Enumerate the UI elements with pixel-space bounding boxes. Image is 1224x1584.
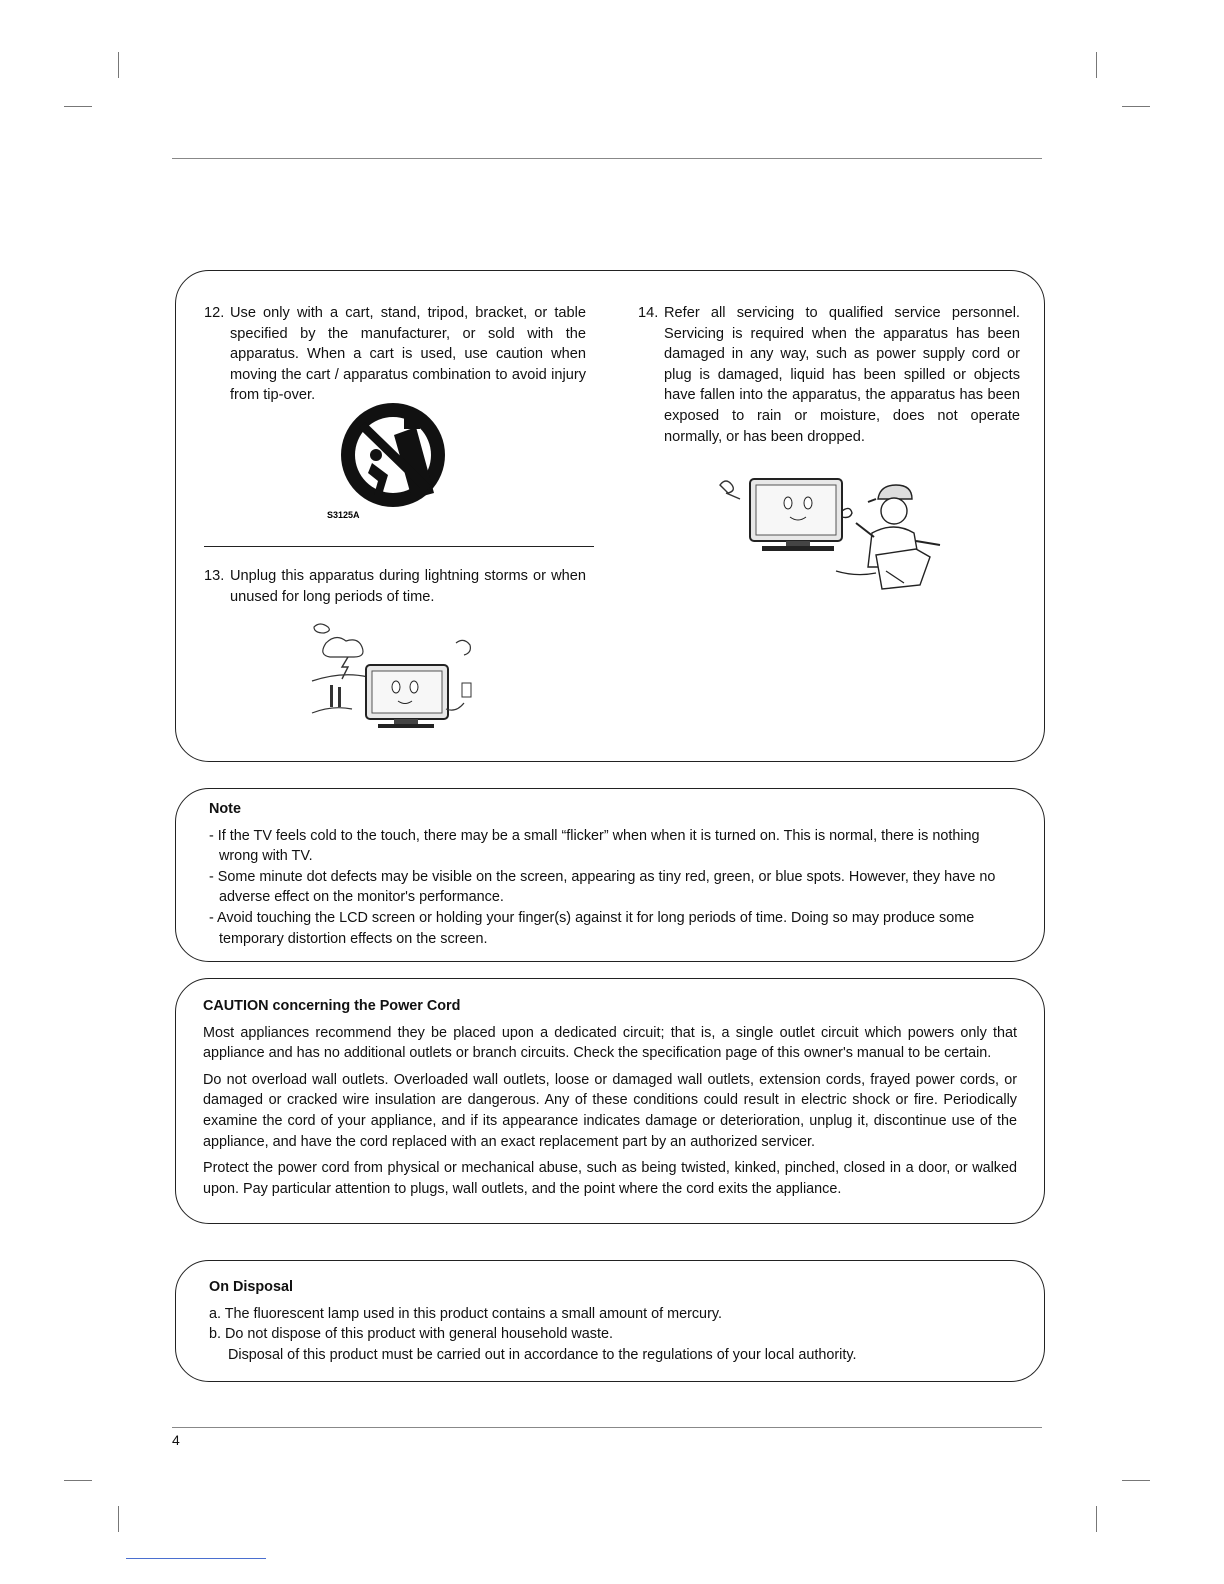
disposal-title: On Disposal: [209, 1279, 293, 1295]
service-technician-illustration: [716, 471, 951, 596]
item-number: 12.: [204, 305, 225, 321]
instruction-13: [204, 566, 586, 607]
bottom-link-underline: [126, 1558, 266, 1559]
lightning-tv-illustration: [306, 621, 481, 741]
item-number: 13.: [204, 568, 225, 584]
caution-box: [175, 978, 1045, 1224]
item-text: Refer all servicing to qualified service personnel. Servicing is required when the apparatus has been damaged in any way, such as power supply cord or plug is damaged, liquid has been spilled or objects have fallen into the apparatus, the apparatus has been exposed to rain or moisture, does not operate normally, or has been dropped.: [664, 305, 1020, 445]
column-divider: [204, 546, 594, 547]
page-number: 4: [172, 1432, 180, 1448]
disposal-line-a: a. The fluorescent lamp used in this product contains a small amount of mercury.: [209, 1305, 722, 1322]
caution-paragraph: Most appliances recommend they be placed upon a dedicated circuit; that is, a single outlet circuit which powers only that appliance and has no additional outlets or branch circuits. Check the specification page of this owner's manual to be certain.: [203, 1024, 1017, 1062]
instruction-12: [204, 303, 586, 406]
crop-mark: [1122, 1480, 1150, 1481]
crop-mark: [1096, 52, 1097, 78]
disposal-section: [209, 1277, 1012, 1365]
crop-mark: [64, 106, 92, 107]
note-bullet: - If the TV feels cold to the touch, there may be a small “flicker” when when it is turned on. This is normal, there is nothing wrong with TV.: [209, 827, 980, 865]
caution-title: CAUTION concerning the Power Cord: [203, 998, 461, 1014]
crop-mark: [1122, 106, 1150, 107]
crop-mark: [64, 1480, 92, 1481]
caution-paragraph: Do not overload wall outlets. Overloaded wall outlets, loose or damaged wall outlets, extension cords, frayed power cords, or damaged or cracked wire insulation are dangerous. Any of these conditions could result in electric shock or fire. Periodically examine the cord of your appliance, and if its appearance indicates damage or deterioration, unplug it, discontinue use of the appliance, and have the cord replaced with an exact replacement part by an authorized servicer.: [203, 1071, 1017, 1150]
note-box: [175, 788, 1045, 962]
cart-symbol-code: S3125A: [327, 510, 360, 519]
crop-mark: [118, 1506, 119, 1532]
note-bullet: - Some minute dot defects may be visible on the screen, appearing as tiny red, green, or blue spots. However, they have no adverse effect on the monitor's performance.: [209, 868, 996, 906]
caution-section: [203, 996, 1017, 1205]
disposal-line-b-detail: Disposal of this product must be carried out in accordance to the regulations of your local authority.: [228, 1346, 857, 1363]
crop-mark: [118, 52, 119, 78]
cart-tipover-icon: [316, 397, 466, 519]
note-section: [209, 799, 1012, 949]
safety-box: [175, 270, 1045, 762]
item-text: Use only with a cart, stand, tripod, bracket, or table specified by the manufacturer, or sold with the apparatus. When a cart is used, use caution when moving the cart / apparatus combination to avoid injury from tip-over.: [230, 305, 586, 404]
item-number: 14.: [638, 305, 659, 321]
instruction-14: [638, 303, 1020, 447]
note-bullet: - Avoid touching the LCD screen or holding your finger(s) against it for long periods of time. Doing so may produce some temporary distortion effects on the screen.: [209, 909, 975, 947]
header-rule: [172, 158, 1042, 159]
crop-mark: [1096, 1506, 1097, 1532]
disposal-box: [175, 1260, 1045, 1382]
item-text: Unplug this apparatus during lightning storms or when unused for long periods of time.: [230, 568, 586, 605]
footer-rule: [172, 1427, 1042, 1428]
caution-paragraph: Protect the power cord from physical or mechanical abuse, such as being twisted, kinked, pinched, closed in a door, or walked upon. Pay particular attention to plugs, wall outlets, and the point where the cord exits the appliance.: [203, 1160, 1017, 1197]
disposal-line-b: b. Do not dispose of this product with general household waste.: [209, 1326, 613, 1343]
note-title: Note: [209, 801, 241, 817]
